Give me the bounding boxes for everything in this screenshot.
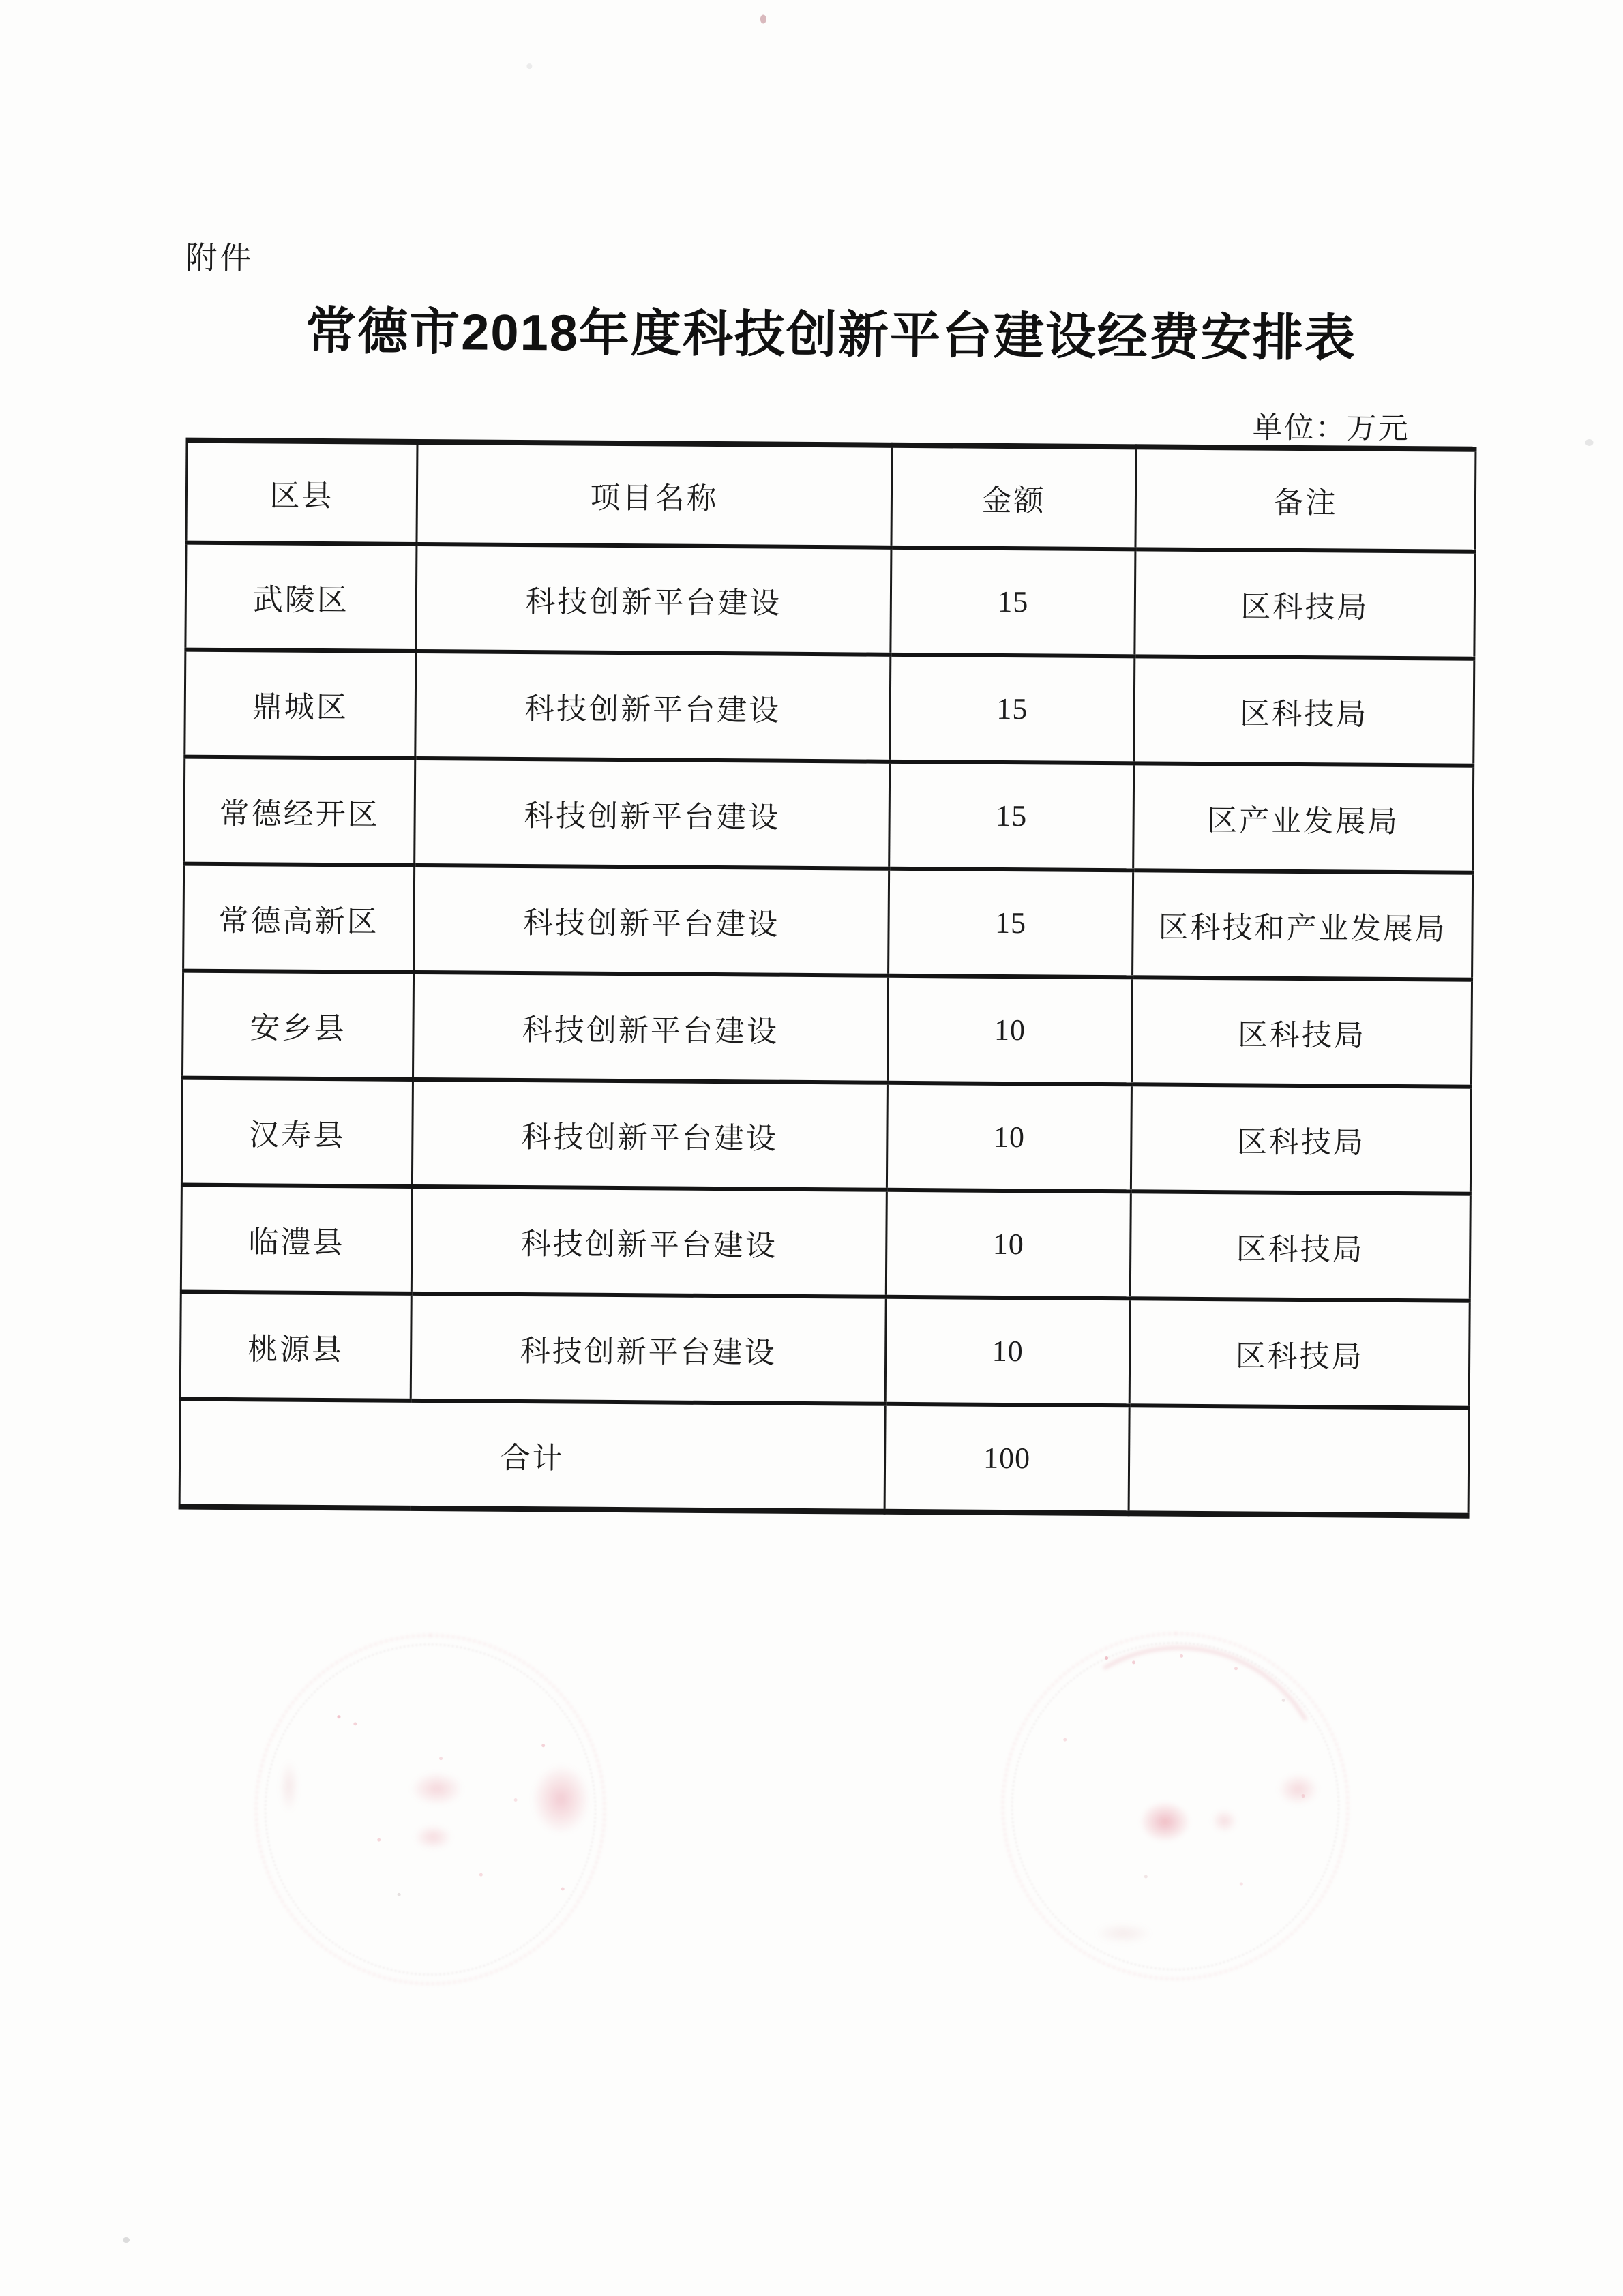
row-project-cell: 科技创新平台建设 bbox=[411, 1187, 887, 1297]
red-seal-stamp-right bbox=[1000, 1631, 1351, 1982]
row-amount-cell: 10 bbox=[885, 1297, 1130, 1405]
row-project-cell: 科技创新平台建设 bbox=[415, 758, 890, 869]
seal-inner-ring-icon bbox=[1010, 1641, 1341, 1971]
row-district-cell: 常德经开区 bbox=[184, 757, 415, 865]
column-header-amount: 金额 bbox=[891, 445, 1136, 549]
row-district-cell: 常德高新区 bbox=[183, 864, 415, 972]
table-row bbox=[185, 543, 1475, 659]
row-amount-cell: 10 bbox=[887, 976, 1132, 1084]
seal-arc-icon bbox=[997, 1614, 1361, 1978]
row-project-cell: 科技创新平台建设 bbox=[414, 865, 889, 976]
table-row bbox=[185, 650, 1474, 766]
column-header-project: 项目名称 bbox=[417, 442, 892, 548]
row-note-cell: 区科技局 bbox=[1130, 1191, 1470, 1300]
seal-ink-blob bbox=[1269, 1767, 1328, 1813]
seal-ink-blob bbox=[399, 1765, 474, 1813]
row-note-cell: 区科技局 bbox=[1135, 549, 1475, 658]
table-row bbox=[180, 1292, 1470, 1408]
row-amount-cell: 10 bbox=[887, 1083, 1131, 1191]
row-amount-cell: 15 bbox=[890, 655, 1135, 763]
seal-ink-blob bbox=[1129, 1793, 1201, 1851]
seal-ink-blob bbox=[1206, 1804, 1242, 1837]
row-note-cell: 区产业发展局 bbox=[1133, 763, 1474, 872]
seal-ring-icon bbox=[254, 1632, 608, 1986]
seal-ink-blob bbox=[519, 1749, 603, 1849]
seal-ink-speckles bbox=[1105, 1656, 1108, 1660]
row-project-cell: 科技创新平台建设 bbox=[413, 972, 888, 1083]
table-row bbox=[184, 757, 1474, 873]
seal-ring-icon bbox=[1000, 1631, 1351, 1982]
header-row bbox=[186, 441, 1476, 552]
row-district-cell: 鼎城区 bbox=[185, 650, 416, 758]
page-title: 常德市2018年度科技创新平台建设经费安排表 bbox=[306, 302, 1357, 367]
attachment-label: 附件 bbox=[185, 240, 254, 276]
row-note-cell: 区科技局 bbox=[1129, 1298, 1470, 1407]
row-amount-cell: 15 bbox=[889, 869, 1133, 977]
table-row bbox=[182, 971, 1472, 1087]
red-seal-stamp-left bbox=[254, 1632, 608, 1986]
row-amount-cell: 15 bbox=[889, 762, 1134, 870]
row-project-cell: 科技创新平台建设 bbox=[415, 651, 891, 762]
row-district-cell: 安乡县 bbox=[182, 971, 413, 1079]
total-amount-cell: 100 bbox=[884, 1404, 1129, 1513]
total-row bbox=[179, 1399, 1469, 1516]
column-header-note: 备注 bbox=[1135, 447, 1476, 551]
column-header-district: 区县 bbox=[186, 441, 417, 544]
seal-ink-blob bbox=[1082, 1918, 1164, 1949]
total-note-cell bbox=[1129, 1405, 1469, 1515]
table-row bbox=[181, 1078, 1471, 1194]
total-label-cell: 合计 bbox=[179, 1399, 885, 1512]
table-row bbox=[181, 1185, 1470, 1301]
row-note-cell: 区科技局 bbox=[1131, 977, 1472, 1086]
scan-speck bbox=[526, 63, 532, 69]
row-project-cell: 科技创新平台建设 bbox=[416, 544, 891, 655]
row-amount-cell: 10 bbox=[886, 1190, 1131, 1298]
row-district-cell: 临澧县 bbox=[181, 1185, 412, 1294]
seal-ink-speckles bbox=[337, 1715, 340, 1718]
seal-inner-ring-icon bbox=[263, 1642, 597, 1976]
scan-speck bbox=[760, 14, 766, 23]
row-note-cell: 区科技局 bbox=[1131, 1084, 1471, 1193]
table-row bbox=[183, 864, 1473, 980]
scan-speck bbox=[123, 2237, 130, 2243]
row-note-cell: 区科技和产业发展局 bbox=[1133, 870, 1473, 979]
budget-table bbox=[179, 438, 1477, 1519]
seal-ink-blob bbox=[275, 1749, 303, 1824]
unit-note-text: 单位：万元 bbox=[1252, 411, 1410, 446]
row-amount-cell: 15 bbox=[891, 548, 1135, 656]
row-note-cell: 区科技局 bbox=[1134, 656, 1474, 765]
row-district-cell: 武陵区 bbox=[185, 543, 417, 651]
row-project-cell: 科技创新平台建设 bbox=[412, 1079, 887, 1190]
row-project-cell: 科技创新平台建设 bbox=[411, 1294, 886, 1404]
seal-ink-blob bbox=[406, 1819, 460, 1855]
row-district-cell: 汉寿县 bbox=[181, 1078, 413, 1187]
row-district-cell: 桃源县 bbox=[180, 1292, 411, 1401]
scan-speck bbox=[1585, 439, 1594, 446]
